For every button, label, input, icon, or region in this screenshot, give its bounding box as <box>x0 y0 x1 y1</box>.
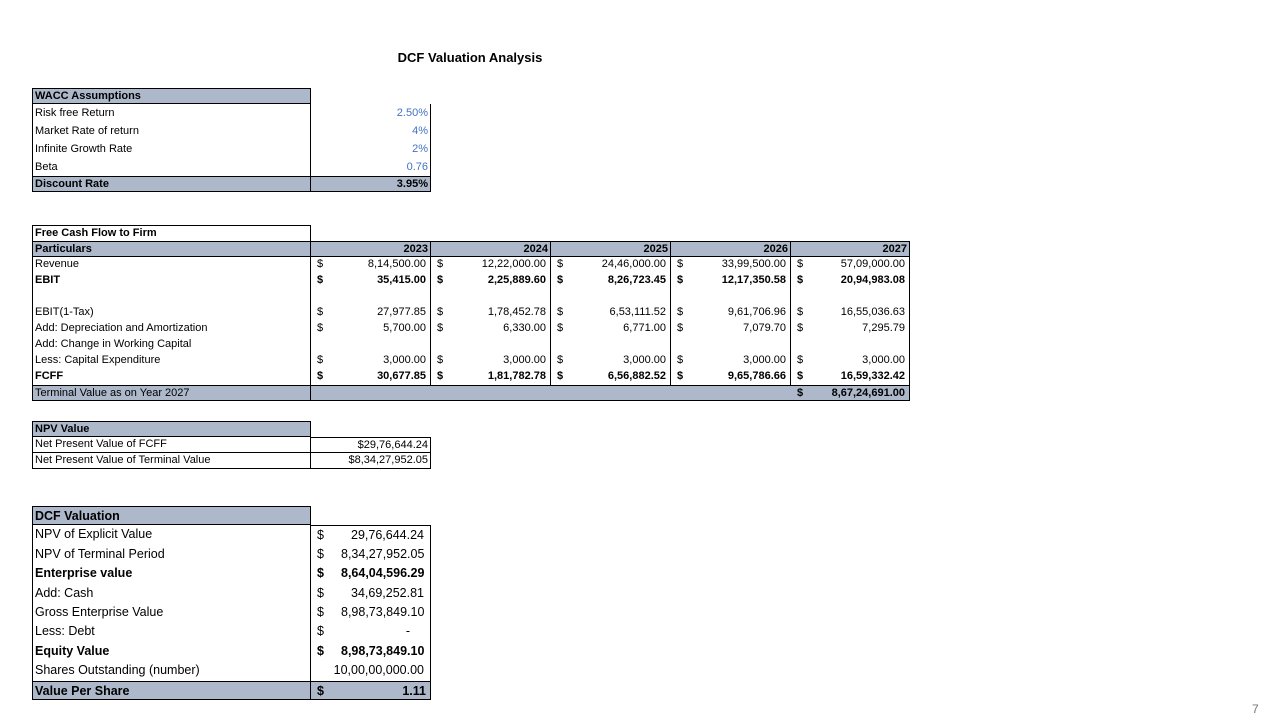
revenue-row: Revenue $ 8,14,500.00 $ 12,22,000.00 $ 24,46,000.00 $ 33,99,500.00 $ 57,09,000.00 <box>32 257 910 273</box>
dcf-row: NPV of Terminal Period $ 8,34,27,952.05 <box>32 545 431 564</box>
wacc-assumptions-table <box>32 88 431 192</box>
year-header: 2027 <box>791 241 910 257</box>
dcf-row: Add: Cash $ 34,69,252.81 <box>32 584 431 603</box>
blank-row <box>32 289 910 305</box>
ebit-after-tax-row: EBIT(1-Tax) $ 27,977.85 $ 1,78,452.78 $ 6,53,111.52 $ 9,61,706.96 $ 16,55,036.63 <box>32 305 910 321</box>
wacc-row: Risk free Return 2.50% <box>32 104 431 122</box>
dcf-row: Less: Debt $ - <box>32 622 431 641</box>
capex-row: Less: Capital Expenditure $ 3,000.00 $ 3,000.00 $ 3,000.00 $ 3,000.00 $ 3,000.00 <box>32 353 910 369</box>
fcff-table <box>32 225 910 401</box>
fcff-header-row: Particulars 2023 2024 2025 2026 2027 <box>32 241 910 257</box>
dcf-row: Gross Enterprise Value $ 8,98,73,849.10 <box>32 603 431 622</box>
wacc-row: Market Rate of return 4% <box>32 122 431 140</box>
dcf-row: Enterprise value $ 8,64,04,596.29 <box>32 564 431 583</box>
dcf-row: Equity Value $ 8,98,73,849.10 <box>32 642 431 661</box>
fcff-row: FCFF $ 30,677.85 $ 1,81,782.78 $ 6,56,882.52 $ 9,65,786.66 $ 16,59,332.42 <box>32 369 910 385</box>
year-header: 2026 <box>671 241 791 257</box>
wacc-row: Beta 0.76 <box>32 158 431 176</box>
wacc-header: WACC Assumptions <box>32 88 311 104</box>
terminal-value-row: Terminal Value as on Year 2027 $ 8,67,24,691.00 <box>32 385 910 401</box>
page-title: DCF Valuation Analysis <box>397 50 543 65</box>
npv-header: NPV Value <box>32 421 311 437</box>
page-number: 7 <box>1252 702 1259 716</box>
dcf-row: Shares Outstanding (number) 10,00,00,000.00 <box>32 661 431 680</box>
value-per-share-row: Value Per Share $ 1.11 <box>32 681 431 700</box>
wacc-row: Infinite Growth Rate 2% <box>32 140 431 158</box>
dcf-row: NPV of Explicit Value $ 29,76,644.24 <box>32 525 431 544</box>
npv-row: Net Present Value of Terminal Value $8,34,27,952.05 <box>32 453 431 469</box>
npv-row: Net Present Value of FCFF $29,76,644.24 <box>32 437 431 453</box>
ebit-row: EBIT $ 35,415.00 $ 2,25,889.60 $ 8,26,723.45 $ 12,17,350.58 $ 20,94,983.08 <box>32 273 910 289</box>
dcf-header: DCF Valuation <box>32 506 311 525</box>
depreciation-row: Add: Depreciation and Amortization $ 5,700.00 $ 6,330.00 $ 6,771.00 $ 7,079.70 $ 7,295.79 <box>32 321 910 337</box>
year-header: 2025 <box>551 241 671 257</box>
working-capital-row: Add: Change in Working Capital <box>32 337 910 353</box>
year-header: 2024 <box>431 241 551 257</box>
dcf-valuation-table <box>32 506 431 700</box>
npv-table <box>32 421 431 469</box>
discount-rate-row: Discount Rate 3.95% <box>32 176 431 192</box>
fcff-section-title: Free Cash Flow to Firm <box>32 225 311 241</box>
year-header: 2023 <box>311 241 431 257</box>
